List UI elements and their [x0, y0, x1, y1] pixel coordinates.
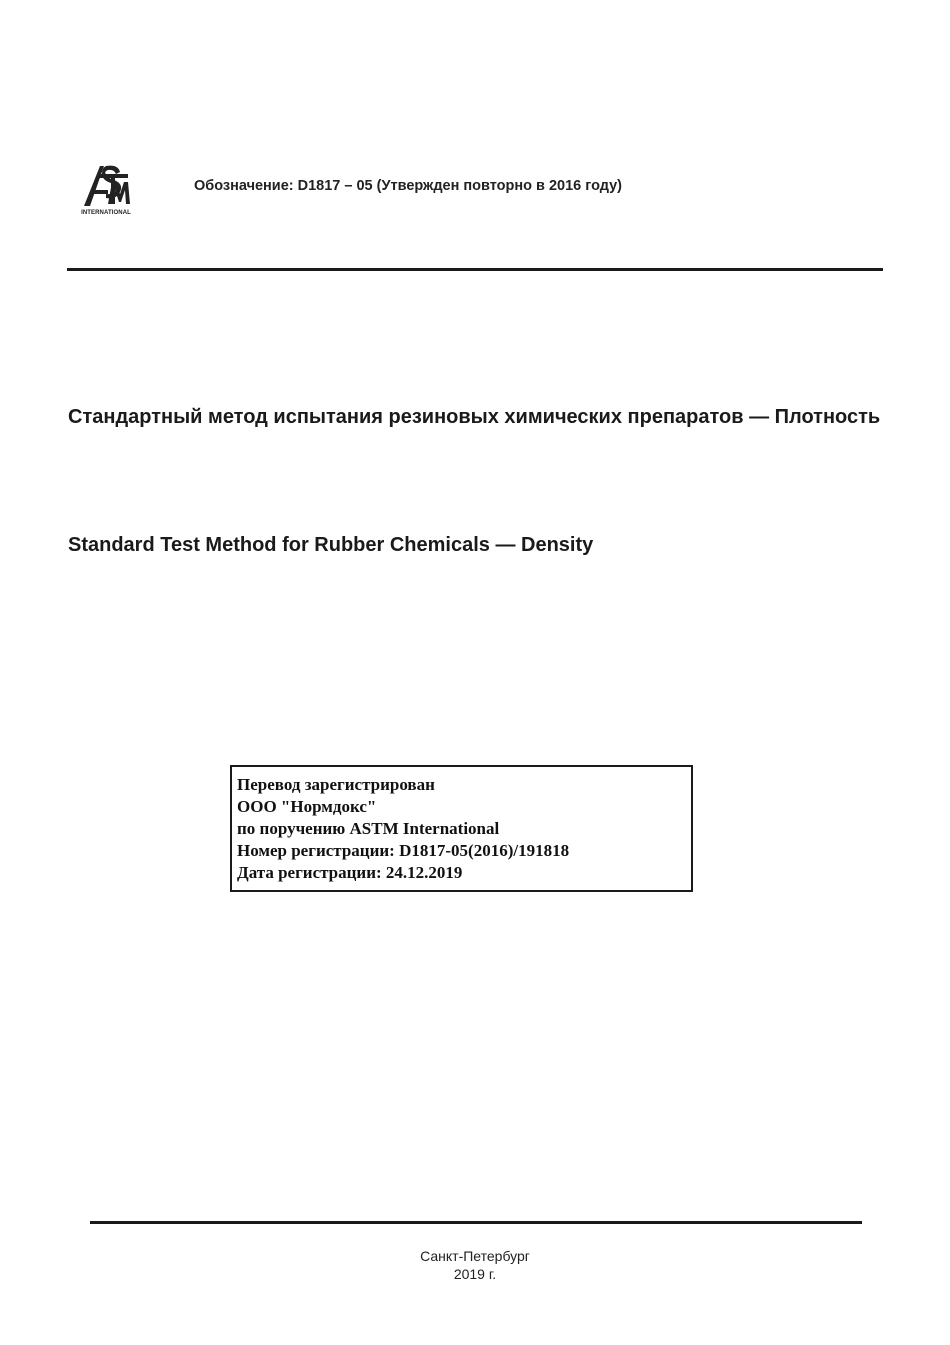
registration-line: по поручению ASTM International [237, 819, 500, 838]
registration-line: ООО "Нормдокс" [237, 797, 377, 816]
registration-lines [237, 774, 569, 884]
logo-caption: INTERNATIONAL [81, 210, 131, 216]
registration-line: Перевод зарегистрирован [237, 775, 435, 794]
top-divider [67, 268, 883, 271]
footer-city: Санкт-Петербург [420, 1248, 530, 1264]
registration-box [230, 765, 693, 892]
registration-line: Дата регистрации: 24.12.2019 [237, 863, 463, 882]
registration-line: Номер регистрации: D1817-05(2016)/191818 [237, 841, 570, 860]
footer [0, 1247, 950, 1283]
title-russian: Стандартный метод испытания резиновых химических препаратов — Плотность [68, 406, 881, 428]
title-english: Standard Test Method for Rubber Chemicals — Density [68, 534, 594, 556]
bottom-divider [90, 1221, 862, 1224]
astm-logo [78, 160, 134, 224]
astm-logo-icon [78, 160, 134, 210]
document-designation: Обозначение: D1817 – 05 (Утвержден повторно в 2016 году) [194, 178, 623, 194]
footer-year: 2019 г. [453, 1266, 497, 1282]
